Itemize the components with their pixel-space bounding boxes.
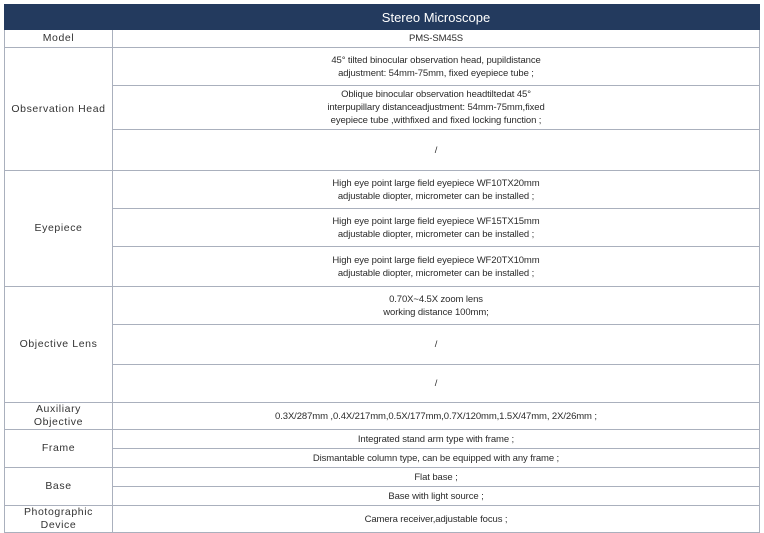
value-auxiliary-objective: 0.3X/287mm ,0.4X/217mm,0.5X/177mm,0.7X/120mm,1.5X/47mm, 2X/26mm ; (113, 403, 760, 430)
row-objective-lens-3 (5, 365, 760, 403)
table-title: Stereo Microscope (113, 5, 760, 30)
row-base-1 (5, 468, 760, 487)
row-objective-lens-2 (5, 325, 760, 365)
value-eyepiece-2 (113, 209, 760, 247)
label-model: Model (5, 30, 113, 48)
label-base: Base (5, 468, 113, 506)
row-eyepiece-1 (5, 171, 760, 209)
row-eyepiece-2 (5, 209, 760, 247)
row-auxiliary-objective (5, 403, 760, 430)
row-model (5, 30, 760, 48)
label-observation-head: Observation Head (5, 48, 113, 171)
value-eyepiece-1 (113, 171, 760, 209)
text-line: 45° tilted binocular observation head, pupildistance (331, 54, 541, 66)
text-line: High eye point large field eyepiece WF20TX10mm (332, 254, 540, 266)
text-line: eyepiece tube ,withfixed and fixed locking function ; (330, 115, 542, 126)
spec-table (4, 4, 760, 533)
text-line: High eye point large field eyepiece WF15TX15mm (332, 215, 540, 227)
label-eyepiece: Eyepiece (5, 171, 113, 287)
value-objective-lens-3: / (113, 365, 760, 403)
value-frame-1: Integrated stand arm type with frame ; (113, 430, 760, 449)
value-observation-head-2 (113, 86, 760, 130)
text-line: Oblique binocular observation headtiltedat 45° (341, 89, 531, 100)
text-line: 0.70X~4.5X zoom lens (389, 293, 483, 305)
label-frame: Frame (5, 430, 113, 468)
value-photographic-device: Camera receiver,adjustable focus ; (113, 506, 760, 533)
row-observation-head-1 (5, 48, 760, 86)
value-objective-lens-1 (113, 287, 760, 325)
value-eyepiece-3 (113, 247, 760, 287)
row-base-2 (5, 487, 760, 506)
value-observation-head-1 (113, 48, 760, 86)
text-line: adjustable diopter, micrometer can be installed ; (337, 228, 535, 240)
row-eyepiece-3 (5, 247, 760, 287)
row-observation-head-2 (5, 86, 760, 130)
label-objective-lens: Objective Lens (5, 287, 113, 403)
row-objective-lens-1 (5, 287, 760, 325)
text-line: interpupillary distanceadjustment: 54mm-75mm,fixed (327, 102, 545, 113)
text-line: working distance 100mm; (383, 306, 489, 318)
row-photographic-device (5, 506, 760, 533)
value-frame-2: Dismantable column type, can be equipped with any frame ; (113, 449, 760, 468)
table-header-row (5, 5, 760, 30)
row-frame-1 (5, 430, 760, 449)
value-observation-head-3: / (113, 130, 760, 171)
text-line: High eye point large field eyepiece WF10TX20mm (332, 177, 540, 189)
row-frame-2 (5, 449, 760, 468)
value-model: PMS-SM45S (113, 30, 760, 48)
row-observation-head-3 (5, 130, 760, 171)
label-auxiliary-objective: Auxiliary Objective (5, 403, 113, 430)
label-photographic-device: Photographic Device (5, 506, 113, 533)
text-line: adjustable diopter, micrometer can be installed ; (337, 190, 535, 202)
text-line: adjustment: 54mm-75mm, fixed eyepiece tube ; (338, 67, 534, 79)
value-objective-lens-2: / (113, 325, 760, 365)
value-base-1: Flat base ; (113, 468, 760, 487)
value-base-2: Base with light source ; (113, 487, 760, 506)
text-line: adjustable diopter, micrometer can be installed ; (337, 267, 535, 279)
